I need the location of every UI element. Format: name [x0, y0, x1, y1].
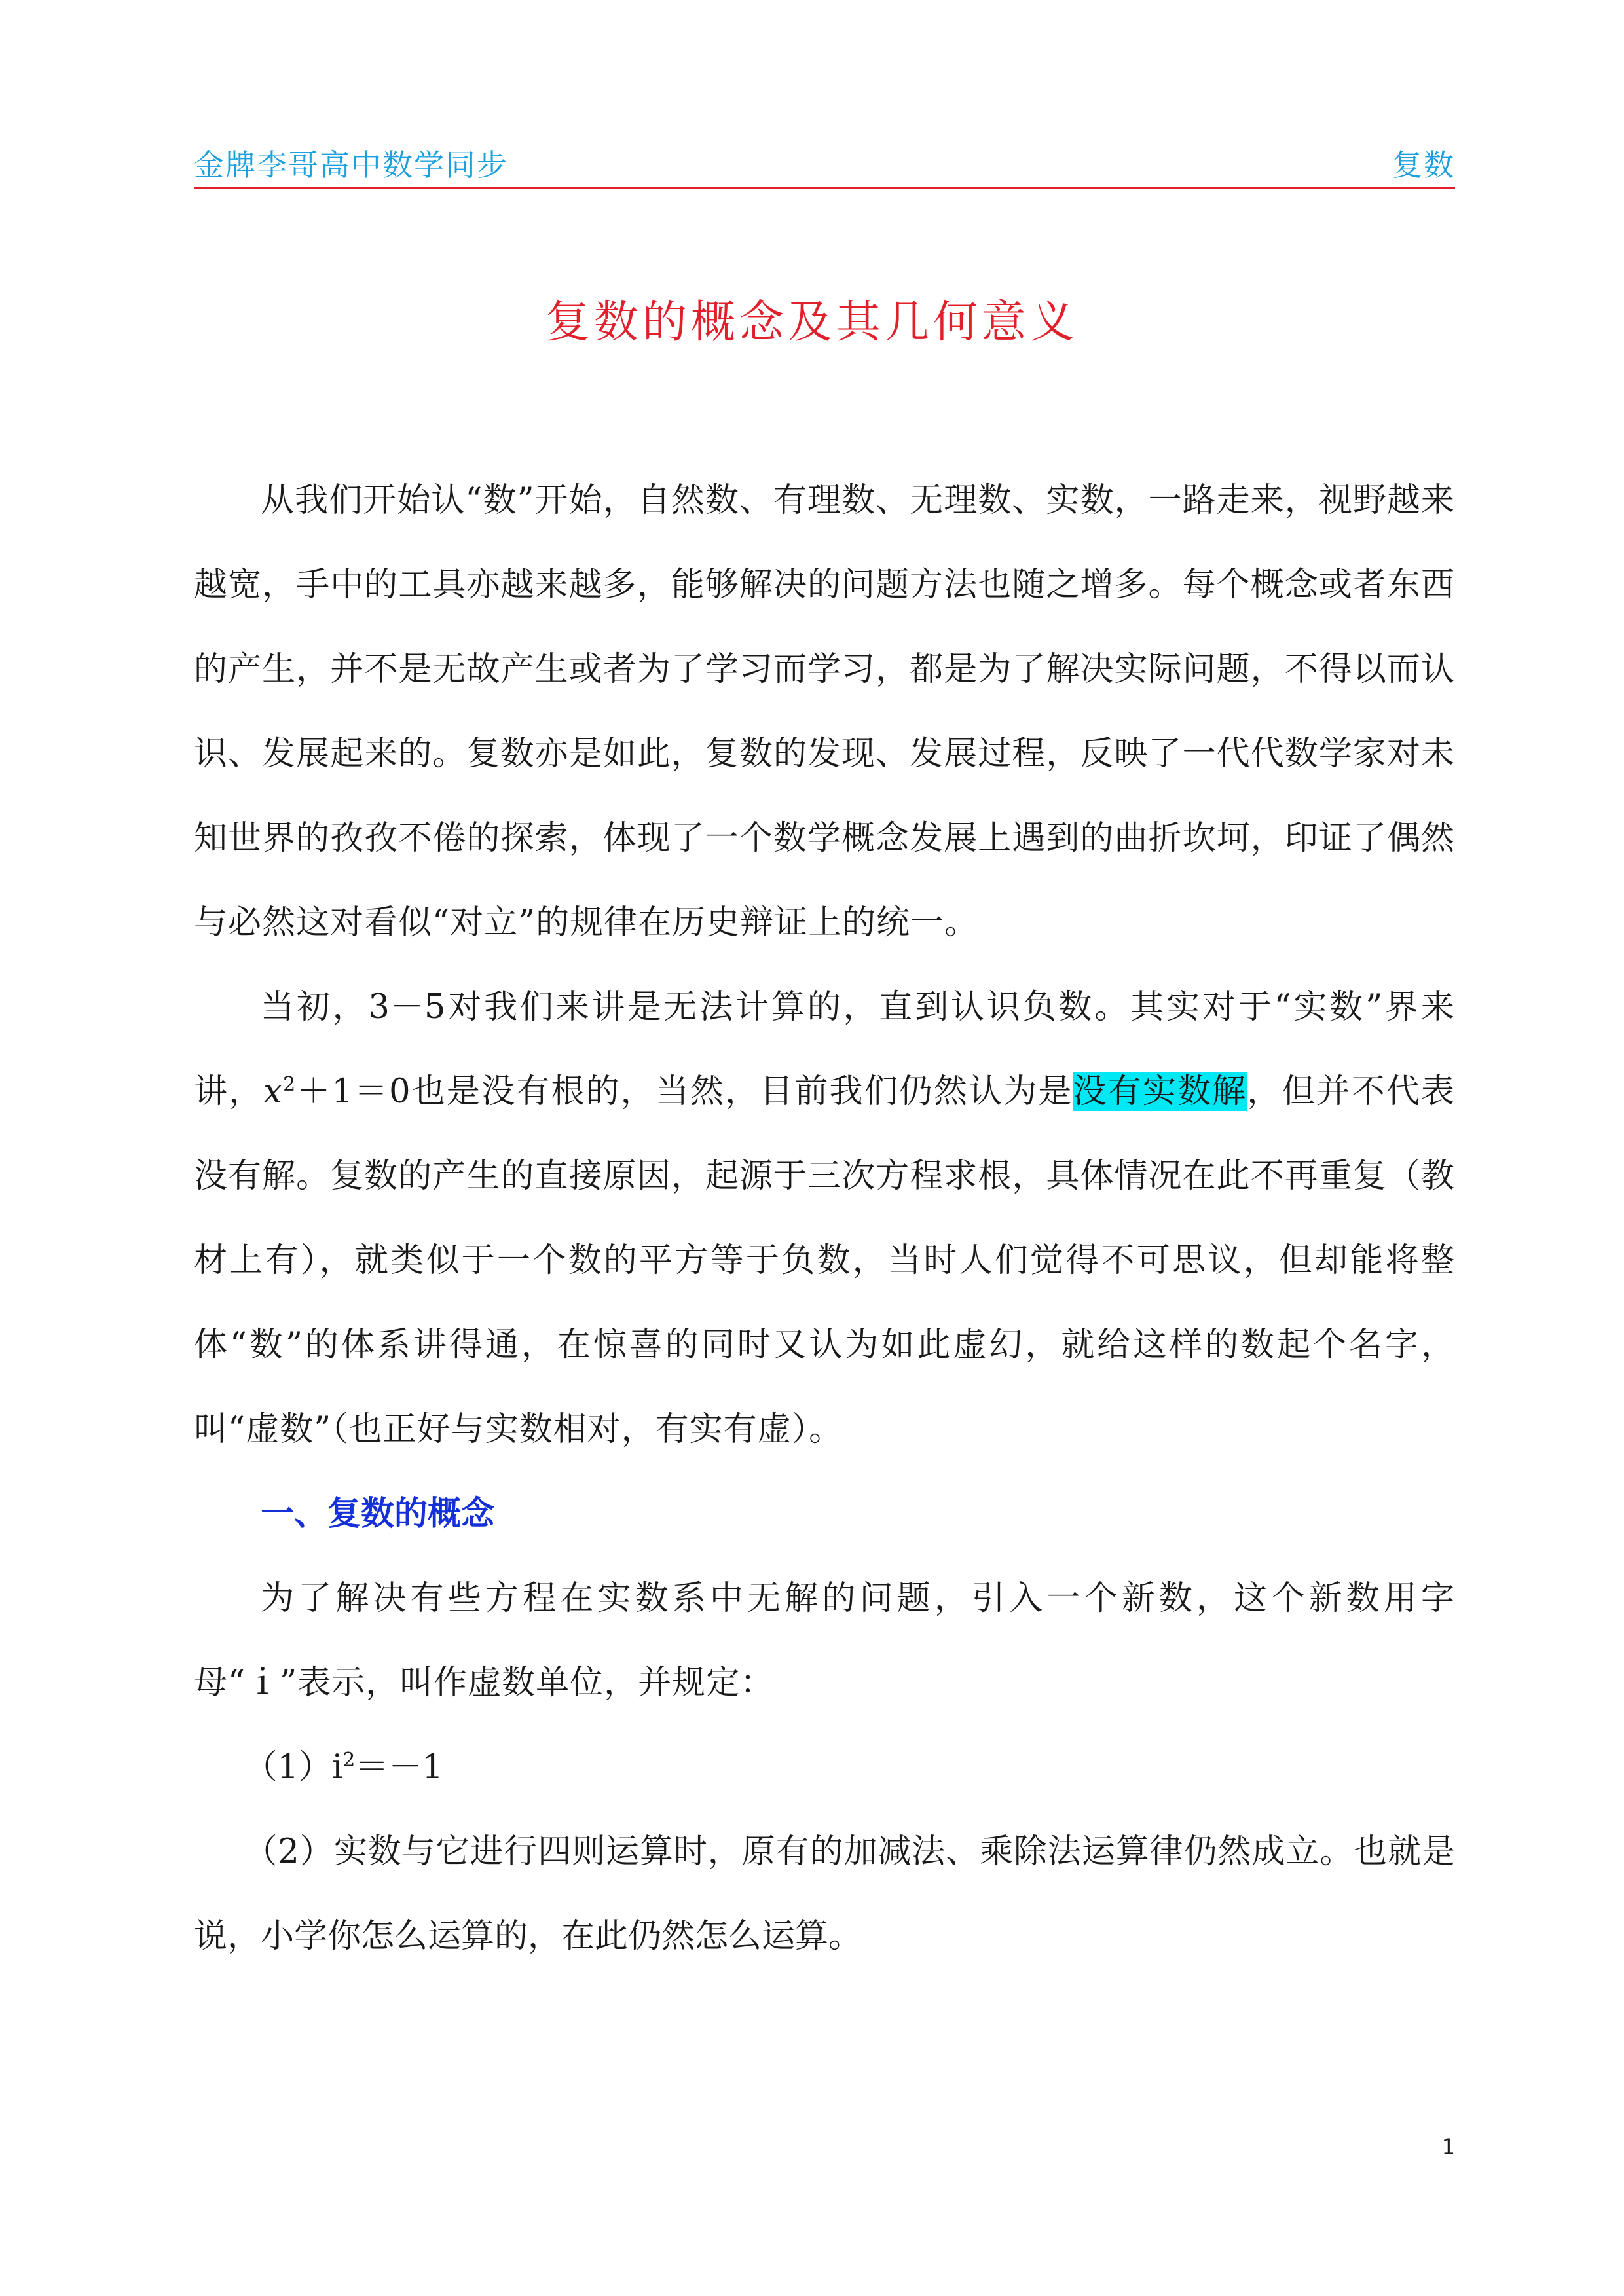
page-header	[194, 135, 1455, 189]
document-title: 复数的概念及其几何意义	[545, 297, 1079, 348]
history-text-2: 对我们来讲是无法计算的，直到认识负数。其实对于“实数”界来讲，	[194, 988, 1455, 1111]
highlighted-text: 没有实数解	[1073, 1072, 1247, 1111]
history-paragraph	[194, 965, 1455, 1472]
exponent-2: 2	[283, 1073, 297, 1096]
history-text-3: 也是没有根的，当然，目前我们仍然认为是	[411, 1072, 1073, 1111]
equation-rest: ＋1＝0	[296, 1072, 411, 1111]
page-number: 1	[1441, 2134, 1455, 2159]
rule-1-rest: ＝－1	[355, 1748, 443, 1787]
document-body	[194, 458, 1455, 1978]
rule-1	[194, 1725, 1455, 1810]
definition-paragraph: 为了解决有些方程在实数系中无解的问题，引入一个新数，这个新数用字母“ｉ”表示，叫作虚数单位，并规定：	[194, 1579, 1455, 1702]
history-text-4: ，但并不代表没有解。复数的产生的直接原因，起源于三次方程求根，具体情况在此不再重复（教材上有），就类似于一个数的平方等于负数，当时人们觉得不可思议，但却能将整体“数”的体系讲得通，在惊喜的同时又认为如此虚幻，就给这样的数起个名字，叫“虚数”（也正好与实数相对，有实有虚）。	[194, 1072, 1455, 1449]
variable-x: x	[263, 1072, 284, 1111]
header-left-text: 金牌李哥高中数学同步	[194, 147, 508, 183]
history-text-1: 当初，	[261, 988, 369, 1027]
intro-paragraph: 从我们开始认“数”开始，自然数、有理数、无理数、实数，一路走来，视野越来越宽，手中的工具亦越来越多，能够解决的问题方法也随之增多。每个概念或者东西的产生，并不是无故产生或者为了学习而学习，都是为了解决实际问题，不得以而认识、发展起来的。复数亦是如此，复数的发现、发展过程，反映了一代代数学家对未知世界的孜孜不倦的探索，体现了一个数学概念发展上遇到的曲折坎坷，印证了偶然与必然这对看似“对立”的规律在历史辩证上的统一。	[194, 481, 1455, 942]
imaginary-unit: i	[331, 1748, 343, 1787]
rule-2: （2）实数与它进行四则运算时，原有的加减法、乘除法运算律仍然成立。也就是说，小学你怎么运算的，在此仍然怎么运算。	[194, 1832, 1455, 1956]
rule-1-exponent: 2	[342, 1749, 356, 1772]
rule-1-label: （1）	[244, 1748, 332, 1787]
header-right-text: 复数	[1392, 147, 1455, 183]
section-heading-concept: 一、复数的概念	[261, 1495, 495, 1533]
expression-3-minus-5: 3－5	[368, 988, 447, 1027]
